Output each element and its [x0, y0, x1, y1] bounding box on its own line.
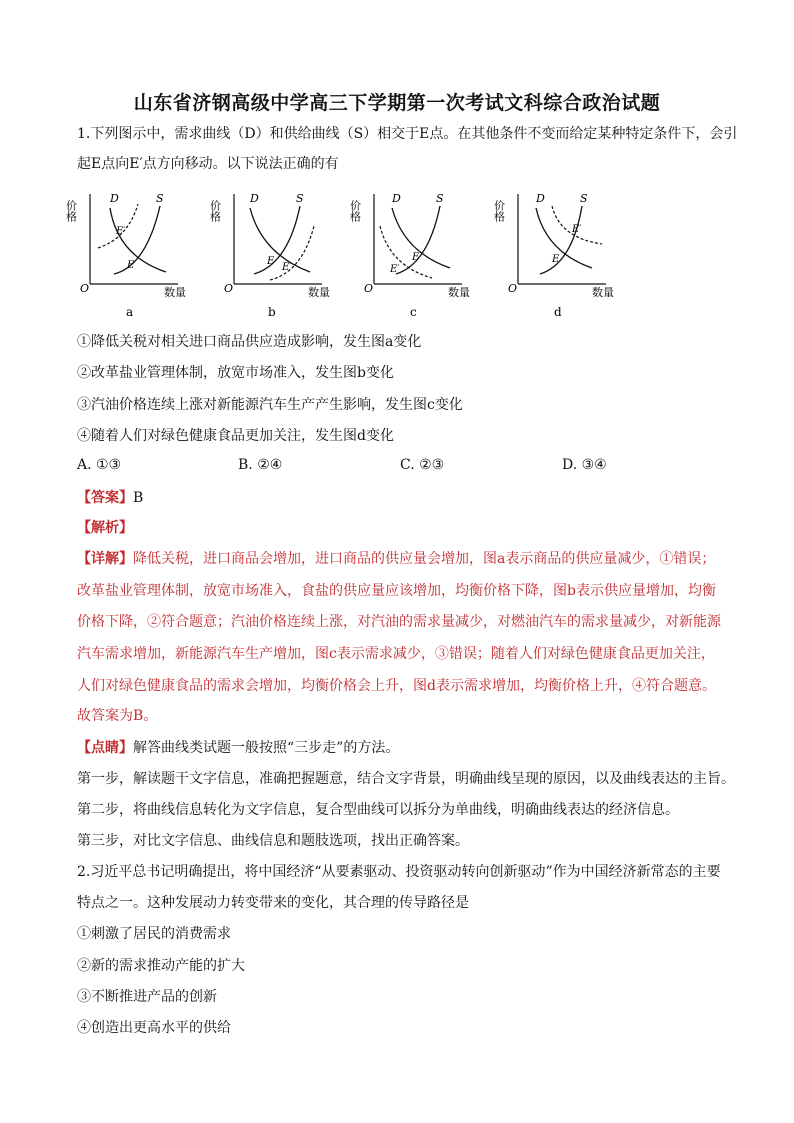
- svg-text:E: E: [412, 252, 420, 263]
- svg-text:数量: 数量: [592, 286, 614, 299]
- figure-panel-c: [350, 186, 480, 321]
- svg-text:O: O: [80, 282, 90, 295]
- svg-text:数量: 数量: [448, 286, 470, 299]
- svg-text:O: O: [508, 282, 518, 295]
- q2-stem-line1: 2.习近平总书记明确提出，将中国经济“从要素驱动、投资驱动转向创新驱动”作为中国经济新常态的主要: [77, 864, 721, 880]
- svg-text:数量: 数量: [164, 286, 186, 299]
- svg-text:D: D: [110, 192, 119, 205]
- detail-line-4: 汽车需求增加，新能源汽车生产增加，图c表示需求减少，③错误；随着人们对绿色健康食品更加关注，: [77, 646, 715, 662]
- q2-item-3: ③不断推进产品的创新: [77, 989, 217, 1005]
- svg-text:S: S: [156, 192, 164, 205]
- detail-line-3: 价格下降，②符合题意；汽油价格连续上涨，对汽油的需求量减少，对燃油汽车的需求量减少，对新能源: [77, 614, 721, 630]
- svg-text:数量: 数量: [308, 286, 330, 299]
- detail-line-2: 改革盐业管理体制，放宽市场准入，食盐的供应量应该增加，均衡价格下降，图b表示供应量增加，均衡: [77, 583, 716, 599]
- svg-text:D: D: [536, 192, 545, 205]
- q1-option-c: C. ②③: [400, 457, 445, 473]
- q1-item-2: ②改革盐业管理体制，放宽市场准入，发生图b变化: [77, 365, 394, 381]
- q2-item-4: ④创造出更高水平的供给: [77, 1020, 231, 1036]
- page-title: 山东省济钢高级中学高三下学期第一次考试文科综合政治试题: [133, 92, 661, 114]
- svg-text:S: S: [580, 192, 588, 205]
- svg-text:E′: E′: [390, 264, 400, 275]
- q1-stem-line1: 1.下列图示中，需求曲线（D）和供给曲线（S）相交于E点。在其他条件不变而给定某种特定条件下，会引: [77, 126, 738, 142]
- detail-line-6: 故答案为B。: [77, 708, 158, 724]
- svg-text:E′: E′: [282, 262, 292, 273]
- q1-option-a: A. ①③: [77, 457, 122, 473]
- figure-panel-d: [494, 186, 624, 321]
- svg-text:E′: E′: [572, 224, 582, 235]
- svg-text:E′: E′: [116, 226, 126, 237]
- answer-value: B: [133, 490, 144, 506]
- step-1: 第一步，解读题干文字信息，准确把握题意，结合文字背景，明确曲线呈现的原因，以及曲线表达的主旨。: [77, 771, 735, 787]
- svg-text:价格: 价格: [492, 200, 506, 222]
- svg-text:价格: 价格: [208, 200, 222, 222]
- detail-line-1: 【详解】降低关税，进口商品会增加，进口商品的供应量会增加，图a表示商品的供应量减少，①错误；: [77, 551, 716, 567]
- analysis-row: [77, 518, 727, 538]
- svg-text:E: E: [267, 256, 275, 267]
- supply-demand-figures: [66, 186, 706, 321]
- q2-item-2: ②新的需求推动产能的扩大: [77, 958, 245, 974]
- figure-panel-a: [66, 186, 196, 321]
- y-axis-label: 价格: [64, 200, 78, 222]
- answer-row: [77, 488, 727, 508]
- q2-item-1: ①刺激了居民的消费需求: [77, 926, 231, 942]
- q1-item-4: ④随着人们对绿色健康食品更加关注，发生图d变化: [77, 428, 394, 444]
- step-3: 第三步，对比文字信息、曲线信息和题肢选项，找出正确答案。: [77, 833, 469, 849]
- svg-text:D: D: [250, 192, 259, 205]
- q2-stem-line2: 特点之一。这种发展动力转变带来的变化，其合理的传导路径是: [77, 895, 469, 911]
- q1-stem-line2: 起E点向E′点方向移动。以下说法正确的有: [77, 156, 339, 172]
- svg-text:E: E: [552, 254, 560, 265]
- svg-text:S: S: [296, 192, 304, 205]
- figure-panel-b: [210, 186, 340, 321]
- figure-caption-d: d: [554, 305, 562, 319]
- answer-tag: 【答案】: [77, 490, 133, 506]
- figure-caption-a: a: [126, 305, 134, 319]
- detail-line-5: 人们对绿色健康食品的需求会增加，均衡价格会上升，图d表示需求增加，均衡价格上升，④符合题意。: [77, 678, 716, 694]
- svg-text:价格: 价格: [348, 200, 362, 222]
- tip-tag: 【点睛】: [77, 740, 133, 756]
- q1-item-1: ①降低关税对相关进口商品供应造成影响，发生图a变化: [77, 334, 422, 350]
- analysis-tag: 【解析】: [77, 520, 133, 536]
- q1-option-b: B. ②④: [238, 457, 283, 473]
- q1-option-d: D. ③④: [562, 457, 607, 473]
- q1-item-3: ③汽油价格连续上涨对新能源汽车生产产生影响，发生图c变化: [77, 397, 463, 413]
- tip-row: 【点睛】解答曲线类试题一般按照“三步走”的方法。: [77, 740, 400, 756]
- svg-text:D: D: [392, 192, 401, 205]
- figure-caption-c: c: [410, 305, 417, 319]
- detail-tag: 【详解】: [77, 551, 133, 567]
- svg-text:O: O: [224, 282, 234, 295]
- svg-text:S: S: [436, 192, 444, 205]
- svg-text:E: E: [127, 260, 135, 271]
- svg-text:O: O: [364, 282, 374, 295]
- figure-caption-b: b: [268, 305, 276, 319]
- step-2: 第二步，将曲线信息转化为文字信息，复合型曲线可以拆分为单曲线，明确曲线表达的经济信息。: [77, 802, 679, 818]
